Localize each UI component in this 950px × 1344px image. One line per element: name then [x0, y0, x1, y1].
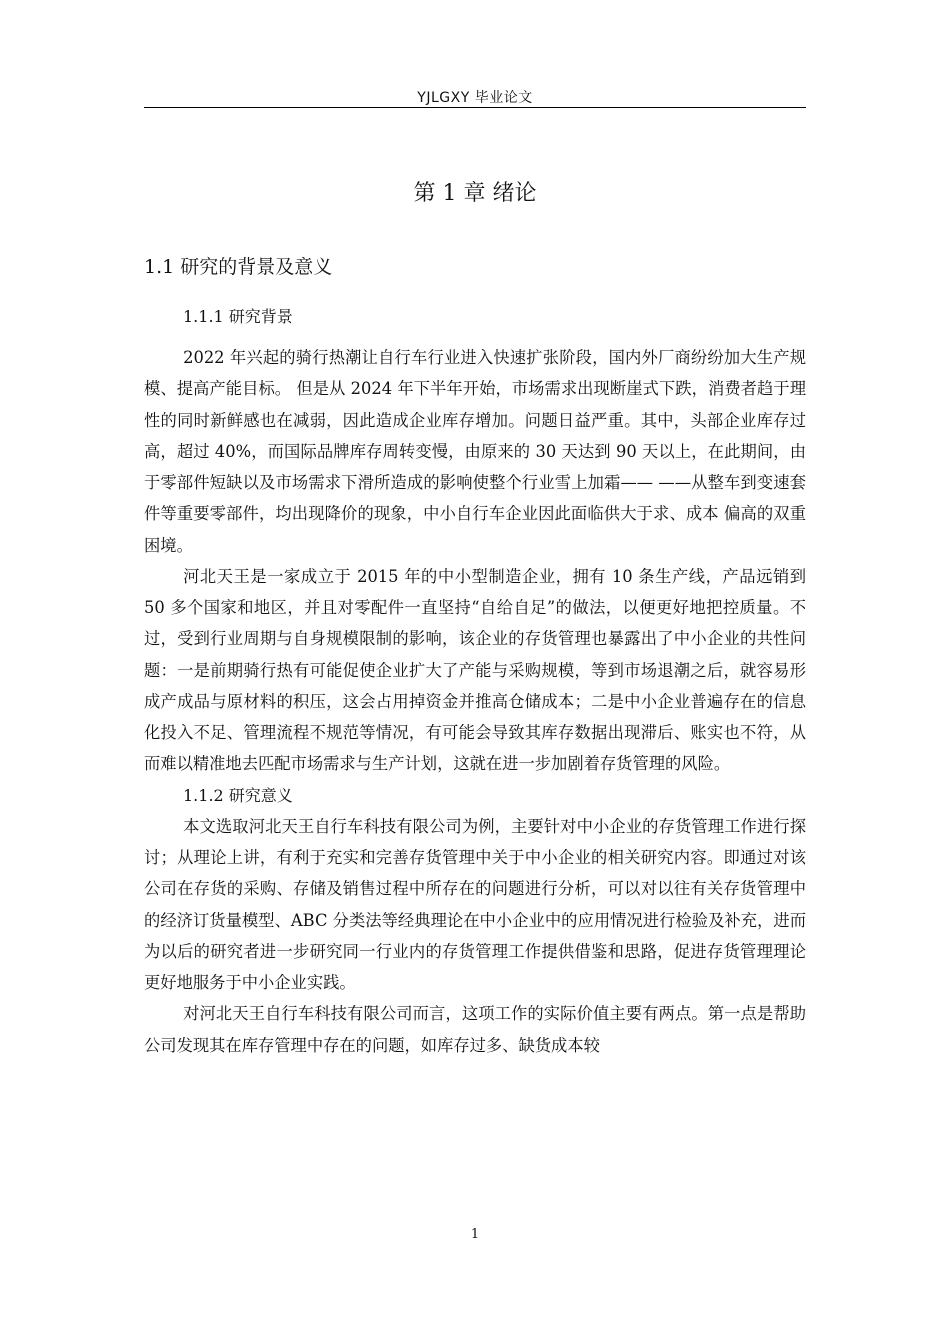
running-header: YJLGXY 毕业论文 [417, 90, 533, 106]
paragraph-4: 对河北天王自行车科技有限公司而言，这项工作的实际价值主要有两点。第一点是帮助公司发现其在库存管理中存在的问题，如库存过多、缺货成本较 [144, 1004, 806, 1055]
page-number: 1 [470, 1227, 480, 1242]
paragraph-2: 河北天王是一家成立于 2015 年的中小型制造企业，拥有 10 条生产线，产品远销到 50 多个国家和地区，并且对零配件一直坚持“自给自足”的做法，以便更好地把控质量。不过，受到行业周期与自身规模限制的影响，该企业的存货管理也暴露出了中小企业的共性问题：一是前期骑行热有可能促使企业扩大了产能与采购规模，等到市场退潮之后，就容易形成产成品与原材料的积压，这会占用掉资金并推高仓储成本；二是中小企业普遍存在的信息化投入不足、管理流程不规范等情况，有可能会导致其库存数据出现滞后、账实也不符，从而难以精准地去匹配市场需求与生产计划，这就在进一步加剧着存货管理的风险。 [144, 566, 806, 774]
chapter-title: 第 1 章 绪论 [413, 181, 537, 206]
paragraph-1: 2022 年兴起的骑行热潮让自行车行业进入快速扩张阶段，国内外厂商纷纷加大生产规模、提高产能目标。 但是从 2024 年下半年开始，市场需求出现断崖式下跌，消费者趋于理性的同时新鲜感也在减弱，因此造成企业库存增加。问题日益严重。其中，头部企业库存过高，超过 40%，而国际品牌库存周转变慢，由原来的 30 天达到 90 天以上，在此期间，由于零部件短缺以及市场需求下滑所造成的影响使整个行业雪上加霜—— ——从整车到变速套件等重要零部件，均出现降价的现象，中小自行车企业因此面临供大于求、成本 偏高的双重困境。 [144, 348, 806, 555]
section-title: 1.1 研究的背景及意义 [144, 256, 333, 278]
body-text [144, 342, 806, 1061]
header-rule [144, 107, 806, 108]
subsection-title-background: 1.1.1 研究背景 [183, 307, 293, 326]
paragraph-3: 本文选取河北天王自行车科技有限公司为例，主要针对中小企业的存货管理工作进行探讨；从理论上讲，有利于充实和完善存货管理中关于中小企业的相关研究内容。即通过对该公司在存货的采购、存储及销售过程中所存在的问题进行分析，可以对以往有关存货管理中的经济订货量模型、ABC 分类法等经典理论在中小企业中的应用情况进行检验及补充，进而为以后的研究者进一步研究同一行业内的存货管理工作提供借鉴和思路，促进存货管理理论更好地服务于中小企业实践。 [144, 816, 806, 992]
subsection-title-significance: 1.1.2 研究意义 [183, 785, 293, 805]
